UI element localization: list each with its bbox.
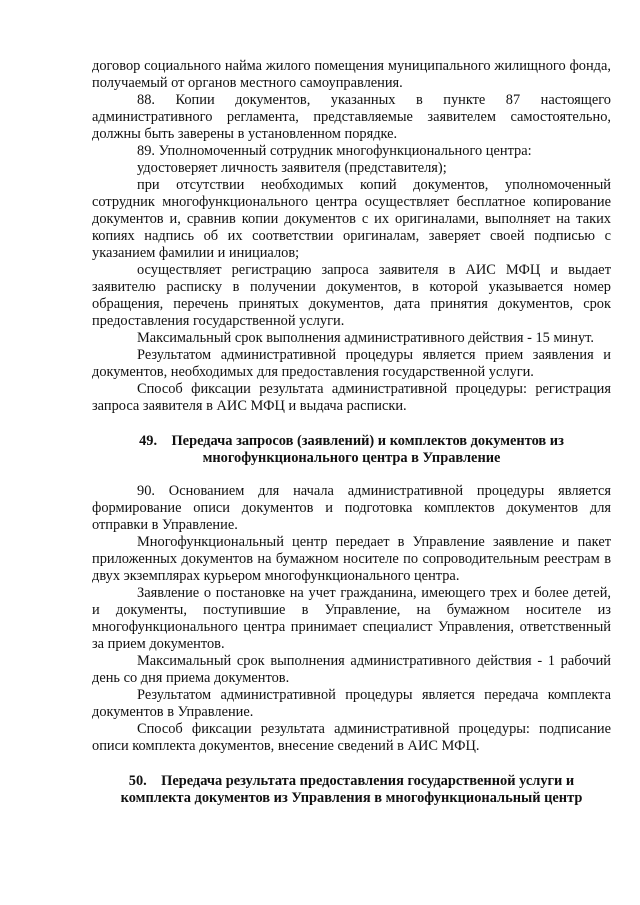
paragraph: Заявление о постановке на учет гражданина, имеющего трех и более детей, и документы, поступившие в Управление, на бумажном носителе из многофункционального центра принимает специалист Управления, ответственный за прием документов. [92,585,611,652]
paragraph: Результатом административной процедуры является прием заявления и документов, необходимых для предоставления государственной услуги. [92,347,611,380]
spacer [92,415,611,433]
paragraph: при отсутствии необходимых копий документов, уполномоченный сотрудник многофункционального центра осуществляет бесплатное копирование документов и, сравнив копии документов с их оригиналами, выполняет на таких копиях надпись об их соответствии оригиналам, заверяет своей подписью с указанием фамилии и инициалов; [92,177,611,261]
paragraph: осуществляет регистрацию запроса заявителя в АИС МФЦ и выдает заявителю расписку в получении документов, в которой указывается номер обращения, перечень принятых документов, дата принятия документов, срок предоставления государственной услуги. [92,262,611,329]
paragraph: 90. Основанием для начала административной процедуры является формирование описи документов и подготовка комплектов документов для отправки в Управление. [92,483,611,533]
paragraph: Многофункциональный центр передает в Управление заявление и пакет приложенных документов на бумажном носителе по сопроводительным реестрам в двух экземплярах курьером многофункционального центра. [92,534,611,584]
paragraph: 89. Уполномоченный сотрудник многофункционального центра: [137,143,532,159]
section-heading-line: 49. Передача запросов (заявлений) и комплектов документов из [139,433,564,449]
spacer [92,467,611,483]
paragraph: договор социального найма жилого помещения муниципального жилищного фонда, получаемый от органов местного самоуправления. [92,58,611,91]
paragraph: 88. Копии документов, указанных в пункте 87 настоящего административного регламента, представляемые заявителем самостоятельно, должны быть заверены в установленном порядке. [92,92,611,142]
paragraph: удостоверяет личность заявителя (представителя); [137,160,447,176]
section-heading-50 [92,773,611,807]
document-body [92,58,611,807]
paragraph: Максимальный срок выполнения административного действия - 1 рабочий день со дня приема документов. [92,653,611,686]
section-heading-line: комплекта документов из Управления в многофункциональный центр [120,790,583,806]
section-heading-49 [92,433,611,467]
paragraph: Способ фиксации результата административной процедуры: подписание описи комплекта документов, внесение сведений в АИС МФЦ. [92,721,611,754]
spacer [92,755,611,773]
paragraph: Результатом административной процедуры является передача комплекта документов в Управление. [92,687,611,720]
section-heading-line: многофункционального центра в Управление [202,450,501,466]
paragraph: Способ фиксации результата административной процедуры: регистрация запроса заявителя в АИС МФЦ и выдача расписки. [92,381,611,414]
paragraph: Максимальный срок выполнения административного действия - 15 минут. [137,330,594,346]
section-heading-line: 50. Передача результата предоставления государственной услуги и [128,773,575,789]
